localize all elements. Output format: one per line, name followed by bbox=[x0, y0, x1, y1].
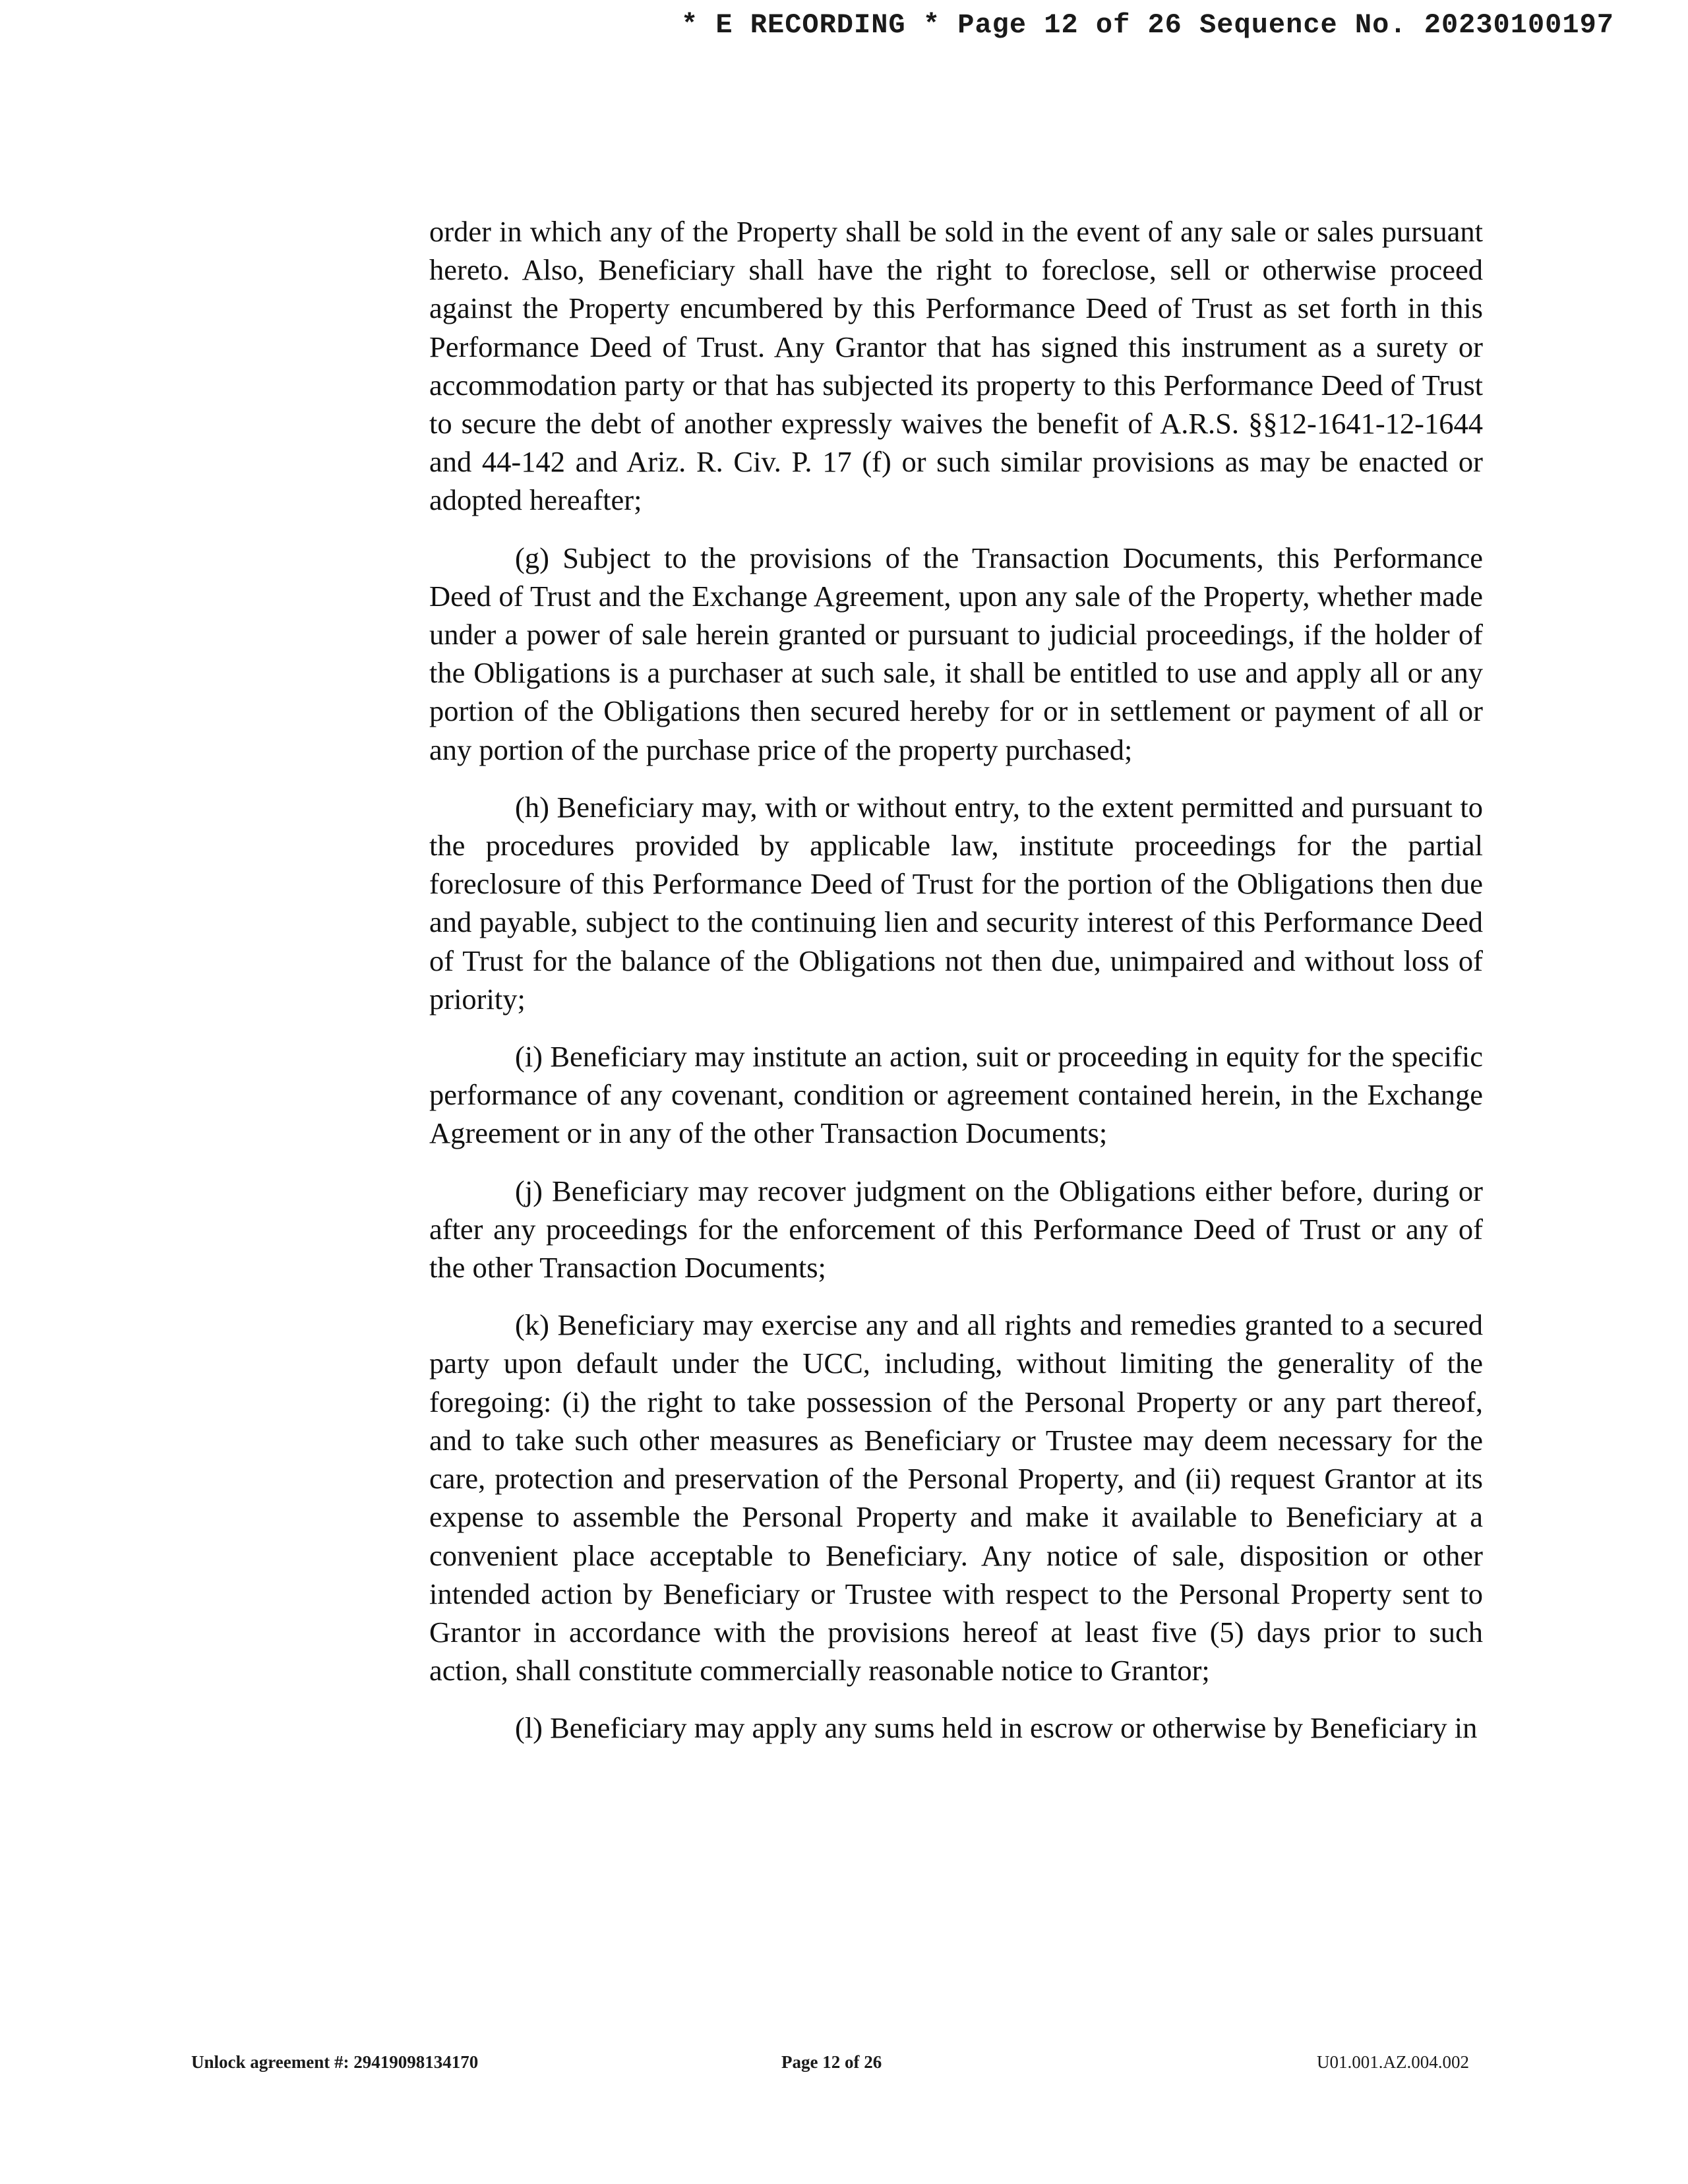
document-body bbox=[429, 212, 1483, 1767]
paragraph-i: (i) Beneficiary may institute an action, suit or proceeding in equity for the specific performance of any covenant, condition or agreement contained herein, in the Exchange Agreement or in any of the other Transaction Documents; bbox=[429, 1040, 1483, 1150]
page-of: of bbox=[840, 2052, 864, 2072]
recording-stamp-header: * E RECORDING * Page 12 of 26 Sequence No. 20230100197 bbox=[680, 9, 1614, 41]
paragraph-g: (g) Subject to the provisions of the Transaction Documents, this Performance Deed of Trust and the Exchange Agreement, upon any sale of the Property, whether made under a power of sale herein granted or pursuant to judicial proceedings, if the holder of the Obligations is a purchaser at such sale, it shall be entitled to use and apply all or any portion of the Obligations then secured hereby for or in settlement or payment of all or any portion of the purchase price of the property purchased; bbox=[429, 541, 1483, 766]
page-total: 26 bbox=[864, 2052, 882, 2072]
paragraph-l: (l) Beneficiary may apply any sums held in escrow or otherwise by Beneficiary in bbox=[515, 1711, 1478, 1745]
footer-page-number bbox=[781, 2052, 882, 2073]
paragraph-continuation: order in which any of the Property shall be sold in the event of any sale or sales pursuant hereto. Also, Beneficiary shall have the right to foreclose, sell or otherwise proceed against the Property encumbered by this Performance Deed of Trust as set forth in this Performance Deed of Trust. Any Grantor that has signed this instrument as a surety or accommodation party or that has subjected its property to this Performance Deed of Trust to secure the debt of another expressly waives the benefit of A.R.S. §§12-1641-12-1644 and 44-142 and Ariz. R. Civ. P. 17 (f) or such similar provisions as may be enacted or adopted hereafter; bbox=[429, 215, 1483, 517]
page-current: 12 bbox=[822, 2052, 841, 2072]
footer-unlock-agreement: Unlock agreement #: 29419098134170 bbox=[191, 2052, 479, 2072]
paragraph-h: (h) Beneficiary may, with or without entry, to the extent permitted and pursuant to the procedures provided by applicable law, institute proceedings for the partial foreclosure of this Performance Deed of Trust for the portion of the Obligations then due and payable, subject to the continuing lien and security interest of this Performance Deed of Trust for the balance of the Obligations not then due, unimpaired and without loss of priority; bbox=[429, 790, 1483, 1016]
footer-doc-code: U01.001.AZ.004.002 bbox=[1317, 2052, 1469, 2072]
paragraph-k: (k) Beneficiary may exercise any and all rights and remedies granted to a secured party upon default under the UCC, including, without limiting the generality of the foregoing: (i) the right to take possession of the Personal Property or any part thereof, and to take such other measures as Beneficiary or Trustee may deem necessary for the care, protection and preservation of the Personal Property, and (ii) request Grantor at its expense to assemble the Personal Property and make it available to Beneficiary at a convenient place acceptable to Beneficiary. Any notice of sale, disposition or other intended action by Beneficiary or Trustee with respect to the Personal Property sent to Grantor in accordance with the provisions hereof at least five (5) days prior to such action, shall constitute commercially reasonable notice to Grantor; bbox=[429, 1308, 1483, 1687]
page-prefix: Page bbox=[781, 2052, 823, 2072]
paragraph-j: (j) Beneficiary may recover judgment on the Obligations either before, during or after any proceedings for the enforcement of this Performance Deed of Trust or any of the other Transaction Documents; bbox=[429, 1174, 1483, 1285]
